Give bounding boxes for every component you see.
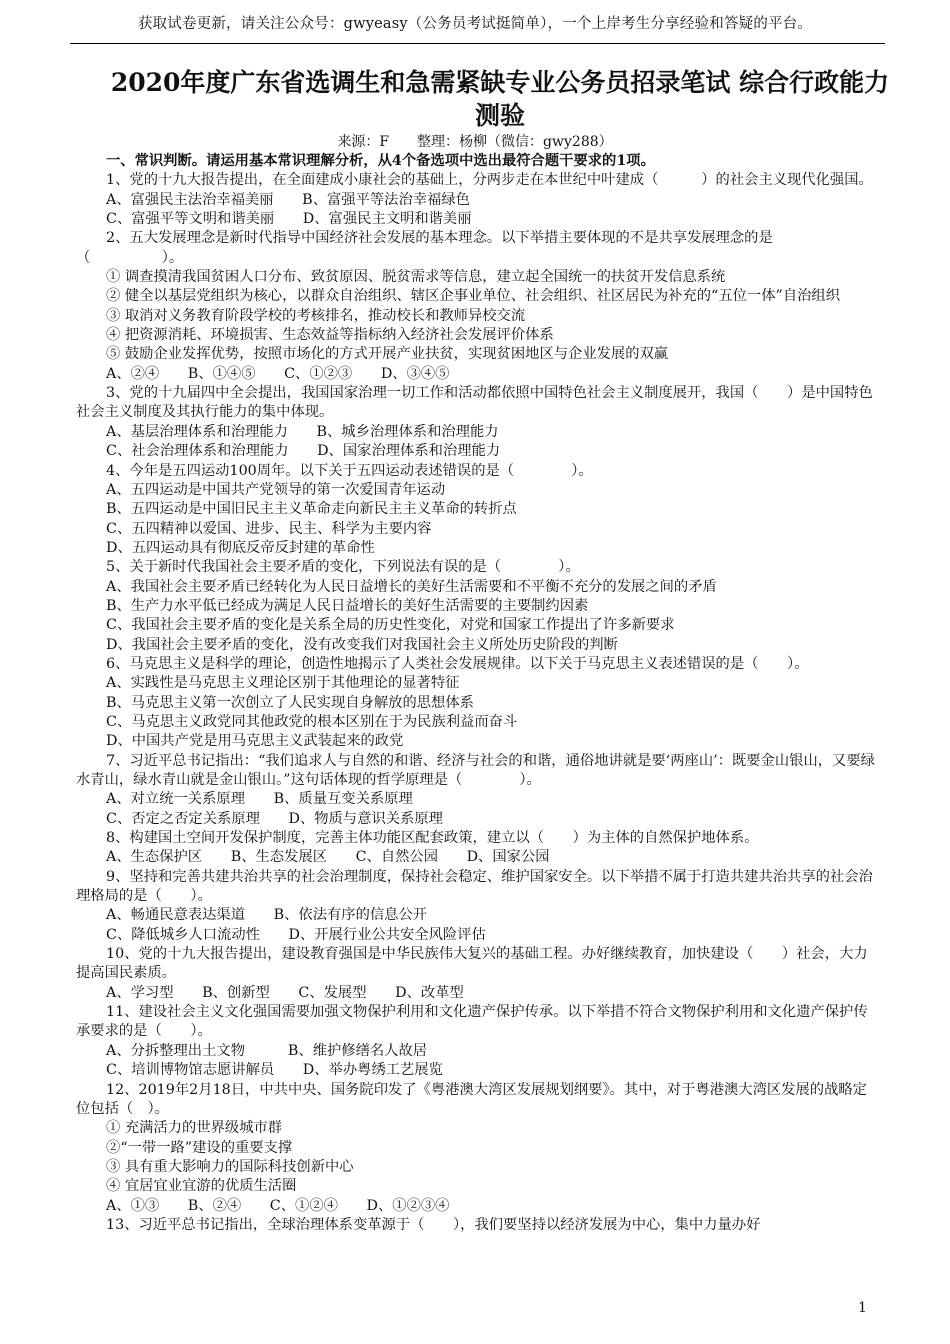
- answer-option-line: C、培训博物馆志愿讲解员 D、举办粤绣工艺展览: [106, 1062, 443, 1079]
- answer-option-line: A、富强民主法治幸福美丽 B、富强平等法治幸福绿色: [106, 191, 470, 208]
- answer-option-line: D、中国共产党是用马克思主义武装起来的政党: [106, 733, 404, 750]
- header-note: 获取试卷更新，请关注公众号：gwyeasy（公务员考试挺简单），一个上岸考生分享经验和答疑的平台。: [137, 16, 813, 32]
- question-text-line: ⑤ 鼓励企业发挥优势，按照市场化的方式开展产业扶贫，实现贫困地区与企业发展的双赢: [106, 346, 669, 363]
- answer-option-line: C、马克思主义政党同其他政党的根本区别在于为民族利益而奋斗: [106, 713, 518, 730]
- question-text-line: ④ 把资源消耗、环境损害、生态效益等指标纳入经济社会发展评价体系: [106, 327, 554, 344]
- answer-option-line: C、否定之否定关系原理 D、物质与意识关系原理: [106, 810, 443, 827]
- answer-option-line: A、实践性是马克思主义理论区别于其他理论的显著特征: [106, 675, 460, 692]
- page-title: 2020年度广东省选调生和急需紧缺专业公务员招录笔试 综合行政能力测验: [110, 68, 890, 130]
- question-text-line: ① 调查摸清我国贫困人口分布、致贫原因、脱贫需求等信息，建立起全国统一的扶贫开发信息系统: [106, 269, 726, 286]
- answer-option-line: A、生态保护区 B、生态发展区 C、自然公园 D、国家公园: [106, 849, 550, 866]
- answer-option-line: A、五四运动是中国共产党领导的第一次爱国青年运动: [106, 481, 446, 498]
- question-text-line: 8、构建国土空间开发保护制度，完善主体功能区配套政策，建立以（ ）为主体的自然保护地体系。: [106, 830, 759, 847]
- answer-option-line: C、富强平等文明和谐美丽 D、富强民主文明和谐美丽: [106, 211, 472, 228]
- question-text-line: ① 充满活力的世界级城市群: [106, 1120, 283, 1137]
- question-text-line: 13、习近平总书记指出，全球治理体系变革源于（ ），我们要坚持以经济发展为中心，集中力量办好: [106, 1216, 761, 1233]
- exam-content: [76, 152, 876, 1235]
- question-text-line: 4、今年是五四运动100周年。以下关于五四运动表述错误的是（ ）。: [106, 462, 593, 479]
- answer-option-line: C、我国社会主要矛盾的变化是关系全局的历史性变化，对党和国家工作提出了许多新要求: [106, 617, 675, 634]
- question-text-line: 11、建设社会主义文化强国需要加强文物保护利用和文化遗产保护传承。以下举措不符合文物保护利用和文化遗产保护传承要求的是（ ）。: [76, 1004, 868, 1040]
- question-text-line: 5、关于新时代我国社会主要矛盾的变化，下列说法有误的是（ ）。: [106, 559, 580, 576]
- question-text-line: 9、坚持和完善共建共治共享的社会治理制度，保持社会稳定、维护国家安全。以下举措不属于打造共建共治共享的社会治理格局的是（ ）。: [76, 868, 873, 905]
- answer-option-line: A、畅通民意表达渠道 B、依法有序的信息公开: [106, 907, 428, 924]
- answer-option-line: D、我国社会主要矛盾的变化，没有改变我们对我国社会主义所处历史阶段的判断: [106, 636, 618, 653]
- question-text-line: 7、习近平总书记指出：“我们追求人与自然的和谐、经济与社会的和谐，通俗地讲就是要‘两座山’：既要金山银山，又要绿水青山，绿水青山就是金山银山。”这句话体现的哲学原理是（ ）。: [76, 752, 875, 788]
- answer-option-line: B、马克思主义第一次创立了人民实现自身解放的思想体系: [106, 694, 474, 711]
- question-text-line: ③ 具有重大影响力的国际科技创新中心: [106, 1158, 354, 1175]
- question-text-line: 3、党的十九届四中全会提出，我国国家治理一切工作和活动都依照中国特色社会主义制度展开，我国（ ）是中国特色社会主义制度及其执行能力的集中体现。: [76, 385, 873, 421]
- answer-option-line: A、②④ B、①④⑤ C、①②③ D、③④⑤: [106, 365, 450, 382]
- source-line: 来源：F 整理：杨柳（微信：gwy288）: [337, 134, 613, 150]
- answer-option-line: A、对立统一关系原理 B、质量互变关系原理: [106, 791, 413, 808]
- question-text-line: 1、党的十九大报告提出，在全面建成小康社会的基础上，分两步走在本世纪中叶建成（ ）的社会主义现代化强国。: [106, 172, 873, 189]
- question-text-line: 6、马克思主义是科学的理论，创造性地揭示了人类社会发展规律。以下关于马克思主义表述错误的是（ ）。: [106, 655, 809, 672]
- question-text-line: 2、五大发展理念是新时代指导中国经济社会发展的基本理念。以下举措主要体现的不是共享发展理念的是（ ）。: [76, 230, 773, 266]
- answer-option-line: A、基层治理体系和治理能力 B、城乡治理体系和治理能力: [106, 423, 499, 440]
- question-text-line: ②“一带一路”建设的重要支撑: [106, 1139, 293, 1156]
- question-text-line: 10、党的十九大报告提出，建设教育强国是中华民族伟大复兴的基础工程。办好继续教育，加快建设（ ）社会，大力提高国民素质。: [76, 946, 868, 982]
- answer-option-line: A、①③ B、②④ C、①②④ D、①②③④: [106, 1197, 450, 1214]
- header-divider: [70, 43, 885, 44]
- question-text-line: 12、2019年2月18日，中共中央、国务院印发了《粤港澳大湾区发展规划纲要》。其中，对于粤港澳大湾区发展的战略定位包括（ ）。: [76, 1081, 867, 1117]
- question-list: [76, 171, 876, 1235]
- section-heading: 一、常识判断。请运用基本常识理解分析，从4个备选项中选出最符合题干要求的1项。: [106, 153, 655, 169]
- page-number: 1: [858, 1300, 867, 1316]
- answer-option-line: C、社会治理体系和治理能力 D、国家治理体系和治理能力: [106, 443, 501, 460]
- answer-option-line: C、五四精神以爱国、进步、民主、科学为主要内容: [106, 520, 432, 537]
- answer-option-line: D、五四运动具有彻底反帝反封建的革命性: [106, 539, 375, 556]
- question-text-line: ④ 宜居宜业宜游的优质生活圈: [106, 1178, 297, 1195]
- question-text-line: ③ 取消对义务教育阶段学校的考核排名，推动校长和教师异校交流: [106, 307, 526, 324]
- answer-option-line: C、降低城乡人口流动性 D、开展行业公共安全风险评估: [106, 926, 486, 943]
- answer-option-line: A、分拆整理出土文物 B、维护修缮名人故居: [106, 1042, 428, 1059]
- answer-option-line: A、我国社会主要矛盾已经转化为人民日益增长的美好生活需要和不平衡不充分的发展之间的矛盾: [106, 578, 717, 595]
- answer-option-line: A、学习型 B、创新型 C、发展型 D、改革型: [106, 984, 464, 1001]
- answer-option-line: B、生产力水平低已经成为满足人民日益增长的美好生活需要的主要制约因素: [106, 597, 589, 614]
- question-text-line: ② 健全以基层党组织为核心，以群众自治组织、辖区企事业单位、社会组织、社区居民为补充的“五位一体”自治组织: [106, 288, 841, 305]
- answer-option-line: B、五四运动是中国旧民主主义革命走向新民主主义革命的转折点: [106, 501, 517, 518]
